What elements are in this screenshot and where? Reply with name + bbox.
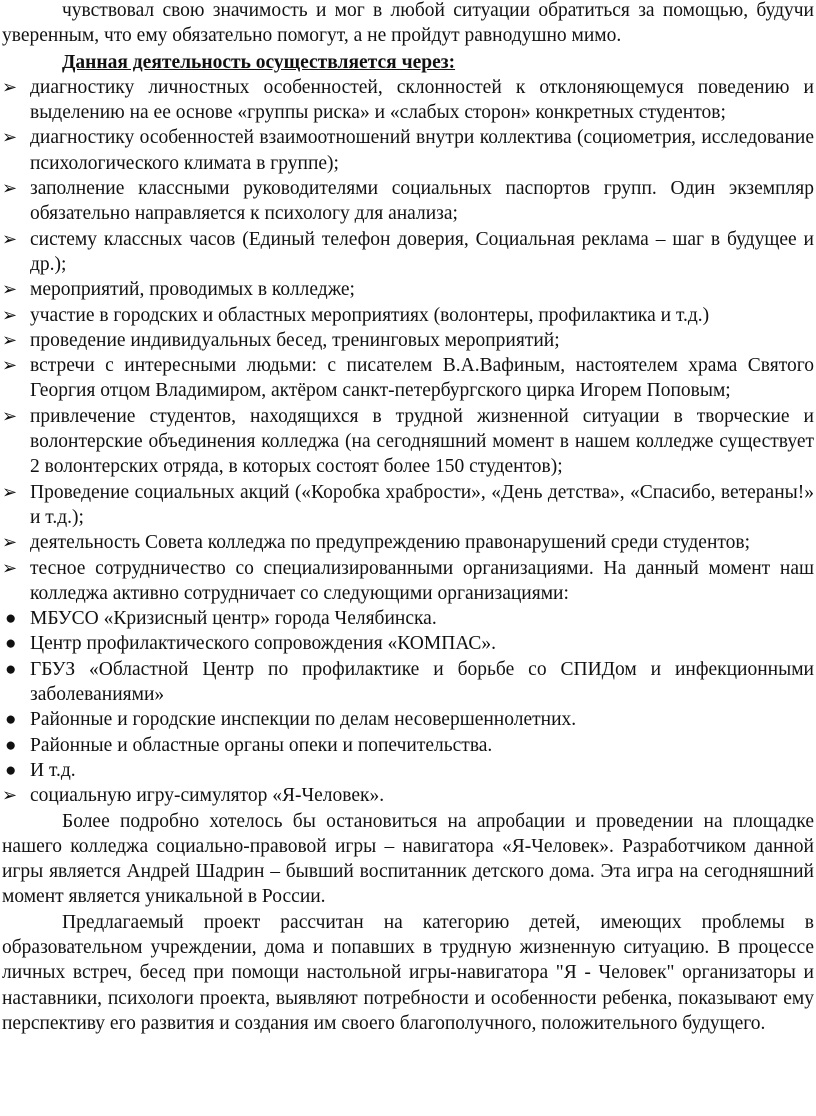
dot-bullet-icon: ● bbox=[5, 759, 17, 781]
activity-list-continued bbox=[2, 783, 814, 808]
list-item-text: тесное сотрудничество со специализированными организациями. На данный момент наш колледжа активно сотрудничает со следующими организациями: bbox=[30, 557, 814, 604]
arrow-bullet-icon: ➢ bbox=[2, 228, 18, 249]
list-item-text: Центр профилактического сопровождения «КОМПАС». bbox=[30, 633, 497, 655]
list-item bbox=[2, 404, 814, 480]
list-item bbox=[2, 657, 814, 708]
list-item bbox=[2, 277, 814, 302]
list-item bbox=[2, 556, 814, 607]
list-item bbox=[2, 303, 814, 328]
list-item bbox=[2, 328, 814, 353]
activity-list bbox=[2, 75, 814, 606]
list-item-text: МБУСО «Кризисный центр» города Челябинска. bbox=[30, 608, 437, 630]
list-item-text: ГБУЗ «Областной Центр по профилактике и борьбе со СПИДом и инфекционными заболеваниями» bbox=[30, 658, 814, 706]
section-heading: Данная деятельность осуществляется через: bbox=[62, 51, 456, 73]
list-item-text: заполнение классными руководителями социальных паспортов групп. Один экземпляр обязательно направляется к психологу для анализа; bbox=[30, 178, 814, 225]
body-paragraph: Предлагаемый проект рассчитан на категорию детей, имеющих проблемы в образовательном учреждении, дома и попавших в трудную жизненную ситуацию. В процессе личных встреч, бесед при помощи настольной игры-навигатора "Я - Человек" организаторы и наставники, психологи проекта, выявляют потребности и особенности ребенка, показывают ему перспективу его развития и создания им своего благополучного, положительного будущего. bbox=[2, 911, 814, 1034]
list-item bbox=[2, 707, 814, 732]
list-item-text: систему классных часов (Единый телефон доверия, Социальная реклама – шаг в будущее и др.); bbox=[30, 228, 814, 275]
arrow-bullet-icon: ➢ bbox=[2, 127, 18, 148]
list-item bbox=[2, 606, 814, 631]
dot-bullet-icon: ● bbox=[5, 709, 17, 731]
list-item-text: И т.д. bbox=[30, 759, 76, 781]
list-item bbox=[2, 733, 814, 758]
list-item bbox=[2, 125, 814, 176]
list-item bbox=[2, 176, 814, 227]
organization-list bbox=[2, 606, 814, 783]
arrow-bullet-icon: ➢ bbox=[2, 329, 18, 350]
list-item-text: деятельность Совета колледжа по предупреждению правонарушений среди студентов; bbox=[30, 532, 751, 554]
list-item bbox=[2, 480, 814, 531]
list-item-text: диагностику особенностей взаимоотношений внутри коллектива (социометрия, исследование психологического климата в группе); bbox=[30, 127, 814, 174]
list-item-text: участие в городских и областных мероприятиях (волонтеры, профилактика и т.д.) bbox=[30, 304, 710, 326]
dot-bullet-icon: ● bbox=[5, 734, 17, 756]
dot-bullet-icon: ● bbox=[5, 633, 17, 655]
list-item bbox=[2, 227, 814, 278]
list-item-text: диагностику личностных особенностей, склонностей к отклоняющемуся поведению и выделению на ее основе «группы риска» и «слабых сторон» конкретных студентов; bbox=[30, 76, 814, 124]
arrow-bullet-icon: ➢ bbox=[2, 76, 18, 97]
arrow-bullet-icon: ➢ bbox=[2, 405, 18, 426]
list-item-text: мероприятий, проводимых в колледже; bbox=[30, 279, 355, 301]
list-item-text: Проведение социальных акций («Коробка храбрости», «День детства», «Спасибо, ветераны!» и т.д.); bbox=[30, 481, 814, 528]
list-item-text: социальную игру-симулятор «Я-Человек». bbox=[30, 785, 385, 807]
body-paragraph: Более подробно хотелось бы остановиться на апробации и проведении на площадке нашего колледжа социально-правовой игры – навигатора «Я-Человек». Разработчиком данной игры является Андрей Шадрин – бывший воспитанник детского дома. Эта игра на сегодняшний момент является уникальной в России. bbox=[2, 810, 814, 908]
dot-bullet-icon: ● bbox=[5, 608, 17, 630]
list-item-text: встречи с интересными людьми: с писателем В.А.Вафиным, настоятелем храма Святого Георгия отцом Владимиром, актёром санкт-петербургского цирка Игорем Поповым; bbox=[30, 355, 814, 402]
arrow-bullet-icon: ➢ bbox=[2, 304, 18, 325]
list-item bbox=[2, 758, 814, 783]
list-item-text: проведение индивидуальных бесед, тренинговых мероприятий; bbox=[30, 329, 560, 351]
arrow-bullet-icon: ➢ bbox=[2, 279, 18, 300]
arrow-bullet-icon: ➢ bbox=[2, 481, 18, 502]
intro-continuation: чувствовал свою значимость и мог в любой ситуации обратиться за помощью, будучи уверенным, что ему обязательно помогут, а не пройдут равнодушно мимо. bbox=[2, 0, 814, 47]
list-item-text: Районные и городские инспекции по делам несовершеннолетних. bbox=[30, 709, 577, 731]
list-item bbox=[2, 530, 814, 555]
arrow-bullet-icon: ➢ bbox=[2, 557, 18, 578]
list-item bbox=[2, 75, 814, 126]
list-item bbox=[2, 353, 814, 404]
list-item-text: Районные и областные органы опеки и попечительства. bbox=[30, 734, 493, 756]
dot-bullet-icon: ● bbox=[5, 658, 17, 680]
arrow-bullet-icon: ➢ bbox=[2, 532, 18, 553]
arrow-bullet-icon: ➢ bbox=[2, 785, 18, 806]
list-item bbox=[2, 631, 814, 656]
arrow-bullet-icon: ➢ bbox=[2, 355, 18, 376]
list-item-text: привлечение студентов, находящихся в трудной жизненной ситуации в творческие и волонтерские объединения колледжа (на сегодняшний момент в нашем колледже существует 2 волонтерских отряда, в которых состоят более 150 студентов); bbox=[30, 405, 814, 478]
list-item bbox=[2, 783, 814, 808]
arrow-bullet-icon: ➢ bbox=[2, 178, 18, 199]
